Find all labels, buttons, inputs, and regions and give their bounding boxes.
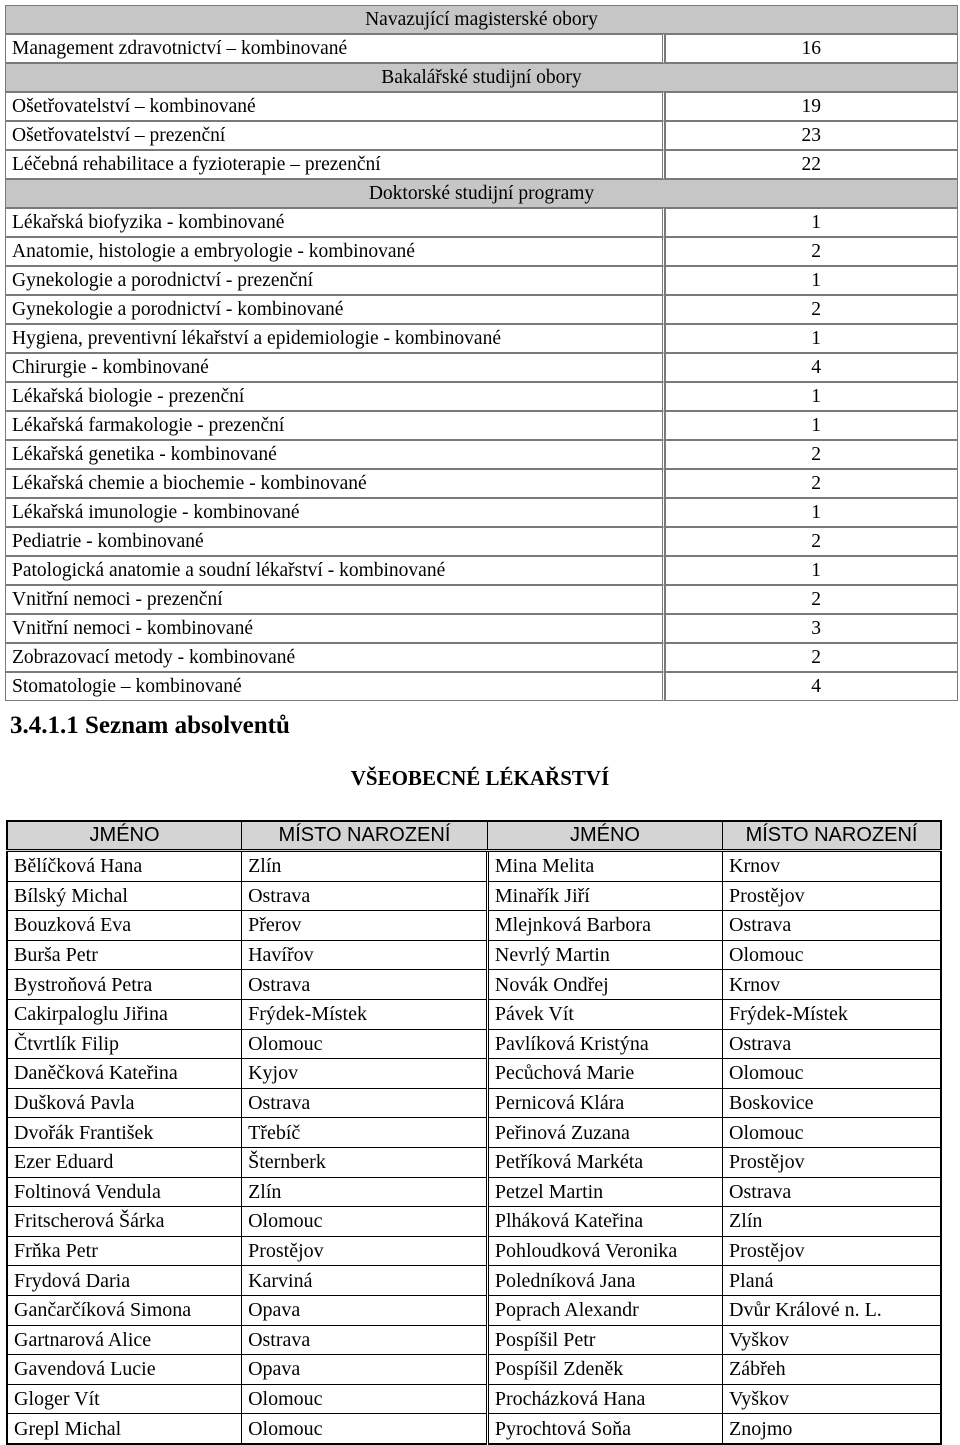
program-name: Anatomie, histologie a embryologie - kombinované [5,237,665,266]
table-row [7,881,941,911]
program-count: 2 [665,585,958,614]
study-programs-table [5,5,958,701]
program-row [5,266,958,295]
section-header-row [5,63,958,92]
program-row [5,585,958,614]
graduate-name: Pecůchová Marie [487,1059,722,1089]
program-name: Patologická anatomie a soudní lékařství - kombinované [5,556,665,585]
program-row [5,382,958,411]
graduate-name: Petříková Markéta [487,1147,722,1177]
graduate-birthplace: Zlín [242,1177,488,1207]
graduate-birthplace: Krnov [723,970,941,1000]
table-row [7,1118,941,1148]
program-row [5,643,958,672]
program-name: Gynekologie a porodnictví - prezenční [5,266,665,295]
program-row [5,353,958,382]
program-name: Pediatrie - kombinované [5,527,665,556]
graduate-birthplace: Karviná [242,1266,488,1296]
graduate-name: Bystroňová Petra [7,970,242,1000]
program-name: Stomatologie – kombinované [5,672,665,701]
program-row [5,237,958,266]
table-row [7,1325,941,1355]
table-row [7,940,941,970]
program-count: 16 [665,34,958,63]
graduates-body [7,851,941,1444]
table-row [7,970,941,1000]
graduate-birthplace: Opava [242,1295,488,1325]
section-title: Doktorské studijní programy [5,179,958,208]
graduate-name: Bělíčková Hana [7,851,242,882]
program-row [5,440,958,469]
header-name-left: JMÉNO [7,821,242,851]
table-row [7,1384,941,1414]
graduate-name: Petzel Martin [487,1177,722,1207]
graduate-birthplace: Ostrava [242,1088,488,1118]
program-name: Lékařská biofyzika - kombinované [5,208,665,237]
graduate-birthplace: Znojmo [723,1414,941,1444]
program-count: 2 [665,527,958,556]
graduate-name: Burša Petr [7,940,242,970]
graduate-name: Pavlíková Kristýna [487,1029,722,1059]
program-name: Lékařská chemie a biochemie - kombinované [5,469,665,498]
graduate-name: Fritscherová Šárka [7,1207,242,1237]
graduate-name: Procházková Hana [487,1384,722,1414]
section-title: Navazující magisterské obory [5,5,958,34]
graduate-name: Grepl Michal [7,1414,242,1444]
program-count: 22 [665,150,958,179]
graduate-birthplace: Prostějov [723,1147,941,1177]
program-row [5,324,958,353]
graduate-name: Bílský Michal [7,881,242,911]
graduate-birthplace: Přerov [242,911,488,941]
graduate-name: Dvořák František [7,1118,242,1148]
header-birthplace-left: MÍSTO NAROZENÍ [242,821,488,851]
graduate-name: Mlejnková Barbora [487,911,722,941]
program-row [5,469,958,498]
graduate-birthplace: Opava [242,1355,488,1385]
program-row [5,614,958,643]
graduate-name: Pernicová Klára [487,1088,722,1118]
table-row [7,1295,941,1325]
graduate-name: Cakirpaloglu Jiřina [7,999,242,1029]
graduate-name: Pávek Vít [487,999,722,1029]
table-row [7,1207,941,1237]
table-row [7,911,941,941]
program-name: Ošetřovatelství – prezenční [5,121,665,150]
table-row [7,851,941,882]
graduate-name: Pospíšil Zdeněk [487,1355,722,1385]
header-birthplace-right: MÍSTO NAROZENÍ [723,821,941,851]
graduate-birthplace: Dvůr Králové n. L. [723,1295,941,1325]
program-name: Lékařská biologie - prezenční [5,382,665,411]
graduate-birthplace: Krnov [723,851,941,882]
table-row [7,1059,941,1089]
program-row [5,556,958,585]
graduate-name: Gartnarová Alice [7,1325,242,1355]
program-row [5,672,958,701]
graduate-birthplace: Prostějov [723,1236,941,1266]
table-row [7,1177,941,1207]
graduate-name: Bouzková Eva [7,911,242,941]
graduate-birthplace: Šternberk [242,1147,488,1177]
graduate-birthplace: Kyjov [242,1059,488,1089]
program-count: 1 [665,411,958,440]
study-programs-body [5,5,958,701]
program-row [5,92,958,121]
graduate-birthplace: Olomouc [242,1384,488,1414]
graduate-name: Plháková Kateřina [487,1207,722,1237]
graduate-birthplace: Olomouc [723,1059,941,1089]
graduate-birthplace: Zlín [723,1207,941,1237]
program-count: 2 [665,643,958,672]
graduate-birthplace: Olomouc [242,1207,488,1237]
program-count: 1 [665,208,958,237]
program-count: 1 [665,382,958,411]
program-count: 1 [665,324,958,353]
graduate-name: Frydová Daria [7,1266,242,1296]
graduate-name: Foltinová Vendula [7,1177,242,1207]
header-name-right: JMÉNO [487,821,722,851]
program-count: 3 [665,614,958,643]
table-row [7,1029,941,1059]
table-row [7,1414,941,1444]
table-row [7,1236,941,1266]
graduate-birthplace: Olomouc [242,1414,488,1444]
program-count: 4 [665,672,958,701]
program-row [5,150,958,179]
program-count: 2 [665,237,958,266]
graduate-birthplace: Zábřeh [723,1355,941,1385]
graduate-birthplace: Třebíč [242,1118,488,1148]
graduate-birthplace: Havířov [242,940,488,970]
graduate-name: Gančarčíková Simona [7,1295,242,1325]
program-name: Léčebná rehabilitace a fyzioterapie – prezenční [5,150,665,179]
section-title: Bakalářské studijní obory [5,63,958,92]
graduate-birthplace: Olomouc [723,1118,941,1148]
program-count: 19 [665,92,958,121]
graduate-name: Daněčková Kateřina [7,1059,242,1089]
graduate-name: Nevrlý Martin [487,940,722,970]
graduate-birthplace: Vyškov [723,1325,941,1355]
graduate-name: Poprach Alexandr [487,1295,722,1325]
graduate-birthplace: Ostrava [723,1177,941,1207]
program-name: Gynekologie a porodnictví - kombinované [5,295,665,324]
graduate-name: Peřinová Zuzana [487,1118,722,1148]
program-count: 2 [665,295,958,324]
program-count: 1 [665,556,958,585]
graduate-birthplace: Prostějov [242,1236,488,1266]
program-row [5,208,958,237]
graduate-birthplace: Frýdek-Místek [723,999,941,1029]
table-row [7,1088,941,1118]
graduate-birthplace: Prostějov [723,881,941,911]
program-name: Hygiena, preventivní lékařství a epidemiologie - kombinované [5,324,665,353]
program-row [5,34,958,63]
graduate-birthplace: Ostrava [242,970,488,1000]
graduate-name: Novák Ondřej [487,970,722,1000]
graduate-name: Čtvrtlík Filip [7,1029,242,1059]
program-name: Chirurgie - kombinované [5,353,665,382]
program-name: Lékařská imunologie - kombinované [5,498,665,527]
graduate-birthplace: Ostrava [723,911,941,941]
program-row [5,121,958,150]
graduate-birthplace: Boskovice [723,1088,941,1118]
graduate-name: Dušková Pavla [7,1088,242,1118]
graduate-birthplace: Frýdek-Místek [242,999,488,1029]
graduates-table-title: VŠEOBECNÉ LÉKAŘSTVÍ [350,766,610,790]
program-count: 2 [665,469,958,498]
graduates-header-row [7,821,941,851]
graduate-birthplace: Olomouc [723,940,941,970]
program-count: 2 [665,440,958,469]
graduate-birthplace: Ostrava [242,881,488,911]
graduate-name: Ezer Eduard [7,1147,242,1177]
graduate-name: Gavendová Lucie [7,1355,242,1385]
table-row [7,1355,941,1385]
section-header-row [5,5,958,34]
table-row [7,1266,941,1296]
program-name: Management zdravotnictví – kombinované [5,34,665,63]
program-name: Vnitřní nemoci - kombinované [5,614,665,643]
program-name: Zobrazovací metody - kombinované [5,643,665,672]
graduate-birthplace: Planá [723,1266,941,1296]
program-name: Vnitřní nemoci - prezenční [5,585,665,614]
table-row [7,999,941,1029]
program-name: Lékařská genetika - kombinované [5,440,665,469]
graduate-birthplace: Zlín [242,851,488,882]
graduate-name: Poledníková Jana [487,1266,722,1296]
graduate-name: Gloger Vít [7,1384,242,1414]
graduate-name: Mina Melita [487,851,722,882]
graduate-birthplace: Vyškov [723,1384,941,1414]
program-count: 4 [665,353,958,382]
program-name: Ošetřovatelství – kombinované [5,92,665,121]
graduate-birthplace: Ostrava [242,1325,488,1355]
program-count: 1 [665,498,958,527]
program-name: Lékařská farmakologie - prezenční [5,411,665,440]
program-row [5,498,958,527]
graduate-birthplace: Olomouc [242,1029,488,1059]
graduate-name: Frňka Petr [7,1236,242,1266]
graduate-birthplace: Ostrava [723,1029,941,1059]
section-heading: 3.4.1.1 Seznam absolventů [10,712,290,739]
program-row [5,527,958,556]
program-row [5,295,958,324]
graduates-table [6,820,942,1445]
graduate-name: Pohloudková Veronika [487,1236,722,1266]
section-header-row [5,179,958,208]
table-row [7,1147,941,1177]
graduate-name: Minařík Jiří [487,881,722,911]
graduate-name: Pospíšil Petr [487,1325,722,1355]
program-count: 23 [665,121,958,150]
graduate-name: Pyrochtová Soňa [487,1414,722,1444]
program-count: 1 [665,266,958,295]
program-row [5,411,958,440]
